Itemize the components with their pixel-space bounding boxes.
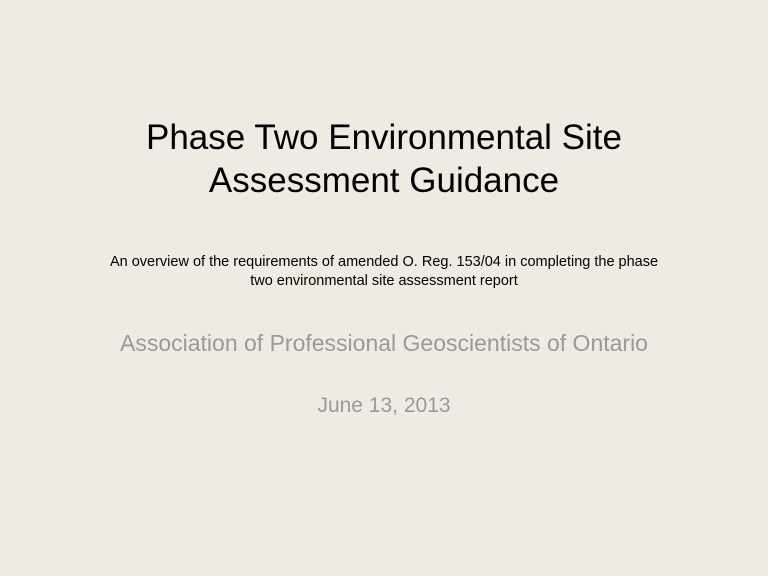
slide-subtitle-line-1: An overview of the requirements of amended O. Reg. 153/04 in completing the phase (109, 254, 659, 270)
organization-name: Association of Professional Geoscientists of Ontario (120, 330, 648, 356)
slide-subtitle (40, 253, 728, 291)
slide-title (40, 116, 728, 202)
presentation-date: June 13, 2013 (317, 394, 451, 417)
slide-title-line-2: Assessment Guidance (208, 161, 560, 200)
slide-subtitle-line-2: two environmental site assessment report (250, 273, 518, 289)
slide-title-line-1: Phase Two Environmental Site (145, 118, 622, 157)
